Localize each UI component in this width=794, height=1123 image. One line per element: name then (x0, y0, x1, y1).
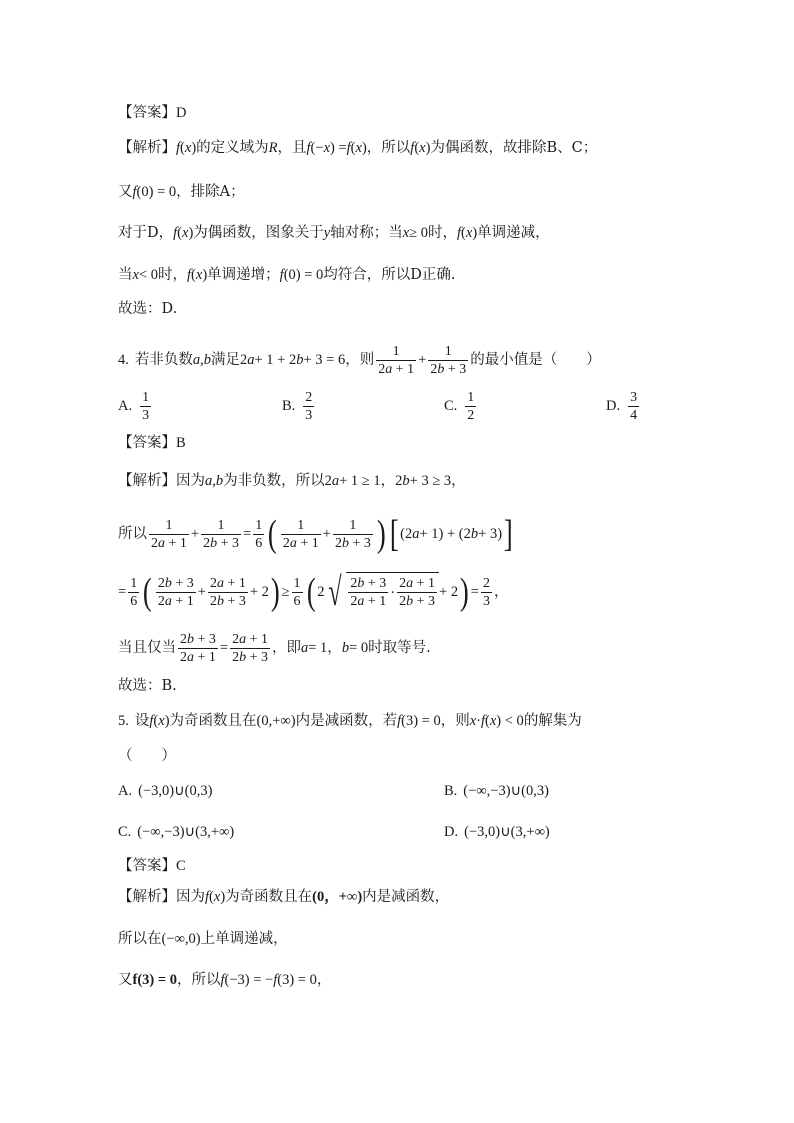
text: 的定义域为 (196, 140, 269, 156)
text: ， (316, 972, 332, 988)
question-number: 5. (118, 713, 129, 729)
text: 单调递增； (207, 267, 280, 283)
q5-option-b[interactable] (444, 783, 549, 800)
text: 所以在 (118, 931, 162, 947)
q4-stem: 4. 若非负数 a , b 满足 2 a + 1 + 2 b + 3 = 6 ，则 $\frac{1}{2a + 1}$ + $\frac{1}{2b + 3}$ 的最小值是（ ） (118, 343, 601, 377)
text: 为奇函数且在 (225, 889, 313, 905)
q4-option-b[interactable] (282, 389, 316, 424)
q4-analysis-line-4: 当且仅当 $\frac{2b + 3}{2a + 1}$ = $\frac{2a + 1}{2b + 3}$ ，即 a = 1， b = 0 时取等号. (118, 631, 431, 665)
text: 的解集为 (523, 713, 582, 729)
question-number: 4. (118, 352, 129, 368)
fraction: $\frac{3}{4}$ (630, 390, 638, 423)
text: 满足 (211, 352, 240, 368)
answer-value: D (176, 105, 187, 121)
q5-answer-line (118, 856, 724, 876)
q4-option-c[interactable] (444, 389, 478, 424)
text: 因为 (176, 473, 205, 489)
text: 设 (134, 713, 150, 729)
q5-analysis-line-1: 【解析】 因为 f ( x ) 为奇函数且在 (0，+∞) 内是减函数， (118, 889, 450, 905)
q4-analysis-line-1: 【解析】 因为 a , b 为非负数，所以 2 a + 1 ≥ 1，2 b + 3 ≥ 3， (118, 473, 466, 489)
fraction: $\frac{1}{2}$ (467, 390, 475, 423)
text: 又 (118, 184, 133, 200)
text: ，所以 (366, 140, 411, 156)
q5-stem: 5. 设 f ( x ) 为奇函数且在 (0,+∞) 内是减函数，若 f (3) = 0 ，则 x · f ( x ) < 0 的解集为 (118, 713, 582, 729)
text: 若非负数 (134, 352, 193, 368)
text: 因为 (176, 889, 205, 905)
q3-answer-line (118, 103, 724, 123)
q3-analysis-line-4: 当 x < 0 时， f ( x ) 单调递增； f (0) = 0 均符合，所以D正确. (118, 267, 456, 283)
q3-analysis-line-3: 对于D， f ( x ) 为偶函数，图象关于 y 轴对称；当 x ≥ 0 时， f ( x ) 单调递减， (118, 225, 550, 241)
q5-option-c[interactable] (118, 824, 234, 841)
text: 的最小值是（ ） (470, 352, 601, 368)
option-label: B. (282, 398, 296, 414)
text: 所以 (118, 526, 147, 542)
answer-value: B (176, 435, 186, 451)
text: 对于D， (118, 225, 174, 241)
fraction: $\frac{1}{2b + 3}$ (430, 343, 467, 377)
q4-final (118, 676, 724, 696)
q4-analysis-line-2: 所以 $\frac{1}{2a + 1}$ + $\frac{1}{2b + 3}$ = $\frac{1}{6}$ ( $\frac{1}{2a + 1}$ + $\frac{1}{2b + 3}$ ) [ (2 a + 1) + (2 b + 3) ] (118, 513, 513, 555)
text: 当 (118, 267, 133, 283)
option-text: (−∞,−3)∪(0,3) (463, 783, 549, 799)
option-text: (−3,0)∪(0,3) (138, 783, 213, 799)
text: （ ） (118, 748, 176, 764)
fraction: $\frac{1}{3}$ (142, 390, 150, 423)
q5-analysis-line-3: 又 f(3) = 0 ，所以 f (−3) = − f (3) = 0 ， (118, 972, 332, 988)
math-R: R (268, 140, 278, 156)
q4-analysis-line-3: = $\frac{1}{6}$ ( $\frac{2b + 3}{2a + 1}$ + $\frac{2a + 1}{2b + 3}$ + 2 ) ≥ $\frac{1}{6}$ ( 2 √ $\frac{2b + 3}{2a + 1}$ · $\frac{2a + 1}{2b + 3}$ + 2 ) = $\frac{2}{3}$ ， (118, 569, 509, 614)
text: 轴对称；当 (330, 225, 403, 241)
q4-answer-line (118, 433, 724, 453)
q4-option-d[interactable] (606, 389, 641, 424)
sqrt: √ $\frac{2b + 3}{2a + 1}$ · $\frac{2a + 1}{2b + 3}$ (324, 572, 439, 612)
text: ，且 (277, 140, 307, 156)
option-label: D. (444, 824, 459, 840)
text: 当且仅当 (118, 640, 176, 656)
text: 故选：B. (118, 678, 177, 694)
math-y: y (323, 225, 331, 241)
option-label: C. (444, 398, 458, 414)
answer-label: 【答案】 (118, 105, 176, 121)
q3-analysis-line-2: 又 f (0) = 0 ，排除A； (118, 184, 245, 200)
text: 又 (118, 972, 133, 988)
q4-option-a[interactable] (118, 389, 153, 424)
text: 内是减函数，若 (295, 713, 398, 729)
analysis-label: 【解析】 (118, 140, 176, 156)
fraction: $\frac{1}{2a + 1}$ (378, 343, 415, 377)
text: 时， (428, 225, 458, 241)
analysis-label: 【解析】 (118, 473, 176, 489)
q5-option-a[interactable] (118, 783, 212, 800)
math-fx: f (176, 140, 181, 156)
analysis-label: 【解析】 (118, 889, 176, 905)
option-label: A. (118, 398, 133, 414)
text: 均符合，所以D正确. (323, 267, 456, 283)
answer-value: C (176, 858, 186, 874)
text: 上单调递减， (200, 931, 288, 947)
answer-label: 【答案】 (118, 858, 176, 874)
option-label: B. (444, 783, 458, 799)
text: 时取等号. (368, 640, 431, 656)
text: 内是减函数， (362, 889, 450, 905)
text: 为偶函数，图象关于 (193, 225, 324, 241)
text: 为偶函数，故排除B、C； (430, 140, 598, 156)
fraction: $\frac{2}{3}$ (305, 390, 313, 423)
option-text: (−∞,−3)∪(3,+∞) (137, 824, 235, 840)
text: ，排除A； (176, 184, 245, 200)
text: 为非负数，所以 (223, 473, 325, 489)
text: ，则 (345, 352, 375, 368)
text: ，则 (440, 713, 470, 729)
equation: f(3) = 0 (132, 972, 177, 988)
option-label: A. (118, 783, 133, 799)
text: ，所以 (177, 972, 221, 988)
text: 时， (158, 267, 187, 283)
text: 为奇函数且在 (169, 713, 257, 729)
answer-label: 【答案】 (118, 435, 176, 451)
option-label: D. (606, 398, 621, 414)
option-label: C. (118, 824, 132, 840)
text: ，即 (272, 640, 301, 656)
text: 单调递减， (477, 225, 550, 241)
text: 故选：D. (118, 301, 178, 317)
q5-option-d[interactable] (444, 824, 550, 841)
q3-analysis-line-1: 【解析】 f ( x ) 的定义域为 R ，且 f (− x ) = f ( x ) ，所以 f ( x ) 为偶函数，故排除B、C； (118, 140, 598, 156)
option-text: (−3,0)∪(3,+∞) (464, 824, 550, 840)
q5-stem-paren (118, 746, 724, 766)
interval: (0，+∞) (312, 889, 363, 905)
q5-analysis-line-2: 所以在 (− ∞ ,0) 上单调递减， (118, 931, 288, 947)
q3-final (118, 299, 724, 319)
